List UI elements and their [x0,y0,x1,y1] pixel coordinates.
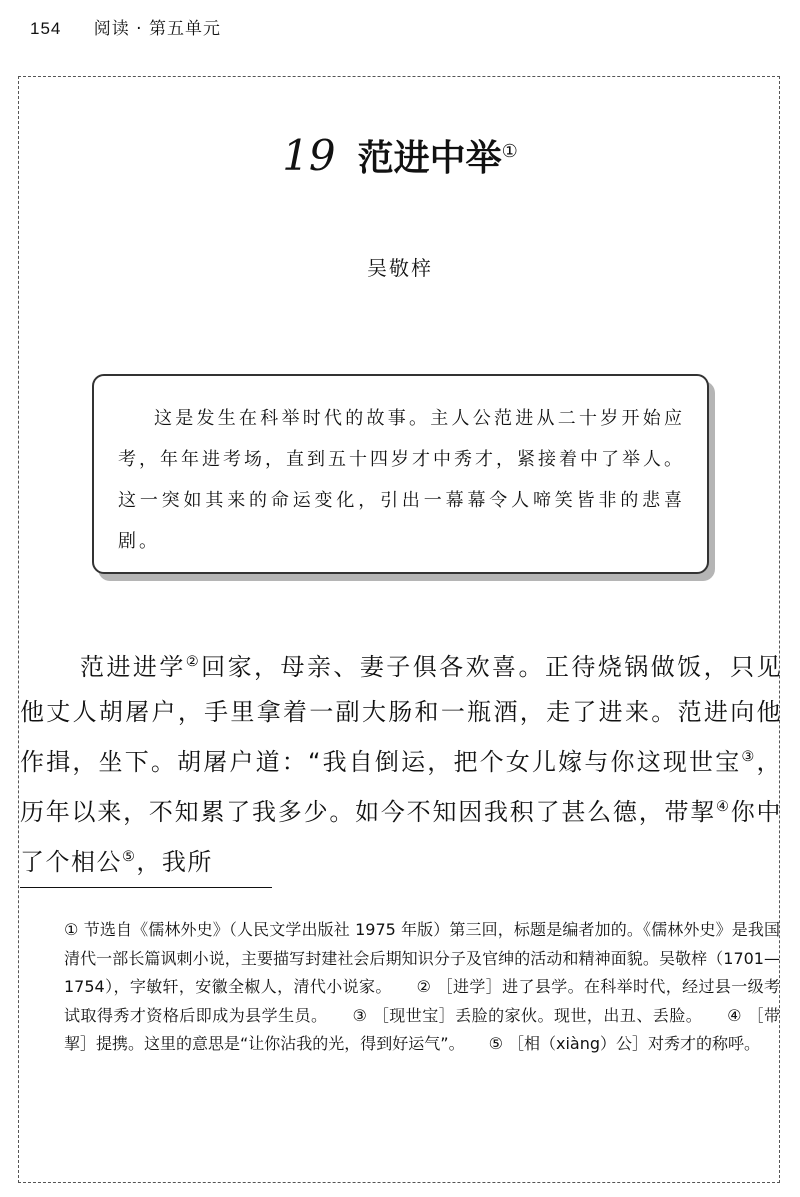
note-mark: ② [185,654,202,670]
note-mark: ⑤ [122,849,137,865]
footnotes: ① 节选自《儒林外史》（人民文学出版社 1975 年版）第三回，标题是编者加的。《儒林外史》是我国清代一部长篇讽刺小说，主要描写封建社会后期知识分子及官绅的活动和精神面貌。吴敬梓（1701—1754），字敏轩，安徽全椒人，清代小说家。 ② ［进学］进了县学。在科举时代，经过县一级考试取得秀才资格后即成为县学生员。 ③ ［现世宝］丢脸的家伙。现世，出丑、丢脸。 ④ ［带挈］提携。这里的意思是“让你沾我的光，得到好运气”。 ⑤ ［相（xiàng）公］对秀才的称呼。 [64,920,780,1053]
footnote-divider [20,887,272,888]
running-header [30,14,221,39]
intro-text: 这是发生在科举时代的故事。主人公范进从二十岁开始应考，年年进考场，直到五十四岁才中秀才，紧接着中了举人。这一突如其来的命运变化，引出一幕幕令人啼笑皆非的悲喜剧。 [118,408,685,552]
lesson-number: 19 [282,131,336,180]
body-text-part: ，我所 [136,848,213,876]
body-text-part: ，历年以来，不知累了我多少。如今不知因我积了甚么德，带挈 [20,748,783,826]
author: 吴敬梓 [367,256,433,280]
body-text-part: 范进进学 [80,653,186,681]
body-text-part: 回家，母亲、妻子俱各欢喜。正待烧锅做饭，只见他丈人胡屠户，手里拿着一副大肠和一瓶酒，走了进来。范进向他作揖，坐下。胡屠户道：“我自倒运，把个女儿嫁与你这现世宝 [20,653,783,776]
page-number: 154 [30,19,62,38]
body-text-part: 你中了个相公 [20,798,783,876]
page-title [0,130,800,181]
intro-box [92,374,709,574]
note-mark: ④ [716,799,731,815]
section-label: 阅读 · 第五单元 [93,19,221,39]
note-mark: ③ [741,749,757,765]
lesson-title: 范进中举 [357,138,502,179]
title-note-mark: ① [501,141,518,162]
body-paragraph [20,640,782,885]
